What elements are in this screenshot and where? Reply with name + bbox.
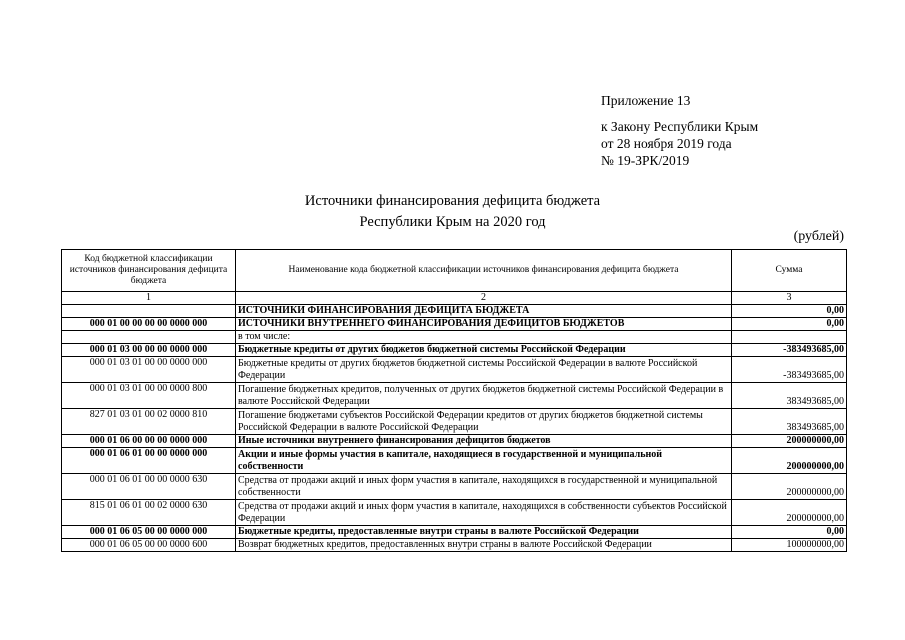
row-code <box>62 305 236 318</box>
row-name: Акции и иные формы участия в капитале, находящиеся в государственной и муниципальной собственности <box>236 448 732 474</box>
row-amount: -383493685,00 <box>732 357 847 383</box>
row-amount: 383493685,00 <box>732 409 847 435</box>
row-code <box>62 331 236 344</box>
table-row <box>62 474 847 500</box>
annex-law: к Закону Республики Крым <box>601 119 759 134</box>
row-code: 000 01 00 00 00 00 0000 000 <box>62 318 236 331</box>
row-code: 000 01 06 05 00 00 0000 600 <box>62 539 236 552</box>
row-name: Погашение бюджетами субъектов Российской Федерации кредитов от других бюджетов бюджетной системы Российской Федерации в валюте Российской Федерации <box>236 409 732 435</box>
row-amount: 100000000,00 <box>732 539 847 552</box>
annex-block <box>601 92 758 169</box>
row-code: 000 01 06 01 00 00 0000 000 <box>62 448 236 474</box>
units-label: (рублей) <box>793 229 844 244</box>
row-amount: -383493685,00 <box>732 344 847 357</box>
table-row <box>62 318 847 331</box>
row-name: Погашение бюджетных кредитов, полученных от других бюджетов бюджетной системы Российской Федерации в валюте Российской Федерации <box>236 383 732 409</box>
column-number: 3 <box>732 292 847 305</box>
table-row <box>62 448 847 474</box>
table-row <box>62 526 847 539</box>
row-code: 000 01 03 00 00 00 0000 000 <box>62 344 236 357</box>
row-code: 000 01 06 01 00 00 0000 630 <box>62 474 236 500</box>
row-amount: 0,00 <box>732 526 847 539</box>
row-name: в том числе: <box>236 331 732 344</box>
financing-table <box>61 249 847 552</box>
row-code: 000 01 06 05 00 00 0000 000 <box>62 526 236 539</box>
row-amount: 200000000,00 <box>732 448 847 474</box>
table-row <box>62 344 847 357</box>
row-name: Иные источники внутреннего финансирования дефицитов бюджетов <box>236 435 732 448</box>
column-number: 1 <box>62 292 236 305</box>
table-row <box>62 409 847 435</box>
title-line-1: Источники финансирования дефицита бюджета <box>304 193 601 209</box>
row-code: 000 01 03 01 00 00 0000 800 <box>62 383 236 409</box>
row-name: ИСТОЧНИКИ ФИНАНСИРОВАНИЯ ДЕФИЦИТА БЮДЖЕТА <box>236 305 732 318</box>
row-amount: 200000000,00 <box>732 500 847 526</box>
column-number-row <box>62 292 847 305</box>
row-amount: 0,00 <box>732 305 847 318</box>
row-amount <box>732 331 847 344</box>
row-name: Бюджетные кредиты от других бюджетов бюджетной системы Российской Федерации <box>236 344 732 357</box>
row-code: 827 01 03 01 00 02 0000 810 <box>62 409 236 435</box>
row-amount: 383493685,00 <box>732 383 847 409</box>
row-amount: 200000000,00 <box>732 474 847 500</box>
row-name: Средства от продажи акций и иных форм участия в капитале, находящихся в государственной и муниципальной собственности <box>236 474 732 500</box>
row-name: Бюджетные кредиты, предоставленные внутри страны в валюте Российской Федерации <box>236 526 732 539</box>
row-code: 000 01 03 01 00 00 0000 000 <box>62 357 236 383</box>
table-row <box>62 539 847 552</box>
row-name: ИСТОЧНИКИ ВНУТРЕННЕГО ФИНАНСИРОВАНИЯ ДЕФИЦИТОВ БЮДЖЕТОВ <box>236 318 732 331</box>
document-title <box>0 191 905 233</box>
row-amount: 200000000,00 <box>732 435 847 448</box>
table-row <box>62 331 847 344</box>
table-row <box>62 435 847 448</box>
row-name: Средства от продажи акций и иных форм участия в капитале, находящихся в собственности субъектов Российской Федерации <box>236 500 732 526</box>
header-amount: Сумма <box>732 250 847 292</box>
row-amount: 0,00 <box>732 318 847 331</box>
table-row <box>62 305 847 318</box>
column-number: 2 <box>236 292 732 305</box>
header-code: Код бюджетной классификации источников финансирования дефицита бюджета <box>62 250 236 292</box>
row-name: Бюджетные кредиты от других бюджетов бюджетной системы Российской Федерации в валюте Российской Федерации <box>236 357 732 383</box>
row-code: 815 01 06 01 00 02 0000 630 <box>62 500 236 526</box>
header-name: Наименование кода бюджетной классификации источников финансирования дефицита бюджета <box>236 250 732 292</box>
row-code: 000 01 06 00 00 00 0000 000 <box>62 435 236 448</box>
row-name: Возврат бюджетных кредитов, предоставленных внутри страны в валюте Российской Федерации <box>236 539 732 552</box>
annex-date: от 28 ноября 2019 года <box>601 136 732 151</box>
table-row <box>62 500 847 526</box>
title-line-2: Республики Крым на 2020 год <box>359 214 546 230</box>
table-header-row <box>62 250 847 292</box>
annex-law-number: № 19-ЗРК/2019 <box>601 153 690 168</box>
annex-number: Приложение 13 <box>601 93 691 108</box>
table-row <box>62 383 847 409</box>
table-row <box>62 357 847 383</box>
